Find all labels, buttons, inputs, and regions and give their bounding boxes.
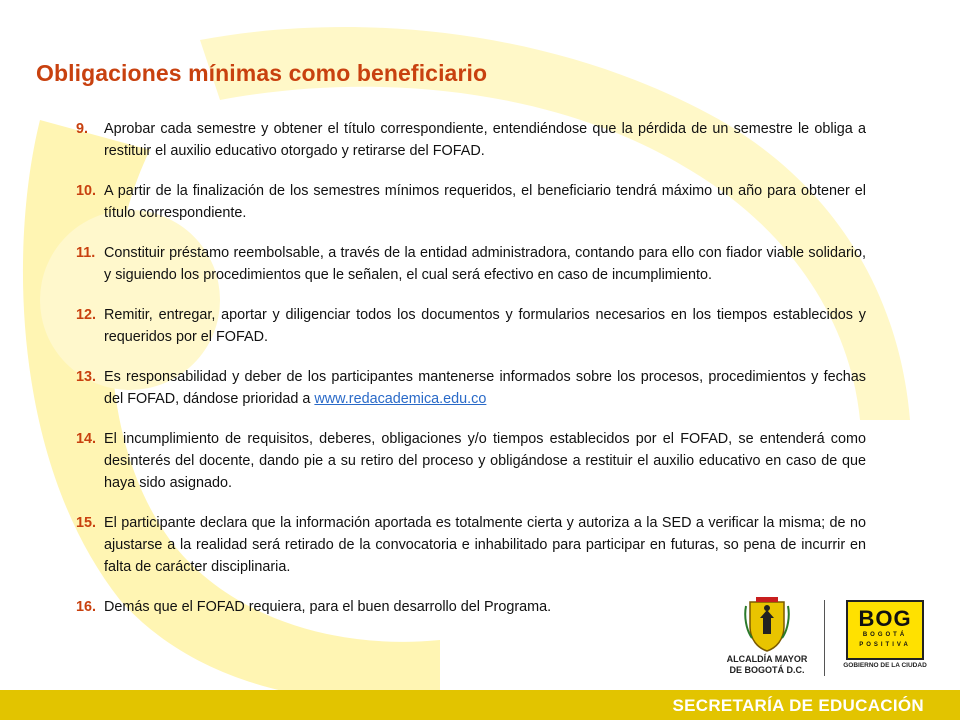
- item-number: 16.: [76, 599, 97, 615]
- item-number: 15.: [76, 515, 97, 531]
- list-item: [76, 428, 866, 494]
- item-number: 11.: [76, 245, 96, 261]
- alcaldia-label-line2: DE BOGOTÁ D.C.: [729, 665, 805, 675]
- item-number: 10.: [76, 183, 97, 199]
- institutional-logos: [712, 596, 952, 680]
- footer-bar: [0, 690, 960, 720]
- item-text: Demás que el FOFAD requiera, para el buen desarrollo del Programa.: [104, 599, 552, 615]
- bog-sub-line1: BOGOTÁ: [862, 632, 908, 638]
- alcaldia-logo: [712, 596, 822, 680]
- list-item: [76, 304, 866, 348]
- list-item: [76, 512, 866, 578]
- bog-mark: BOG: [858, 606, 912, 631]
- coat-of-arms-icon: [742, 596, 792, 652]
- item-text: Es responsabilidad y deber de los participantes mantenerse informados sobre los procesos, procedimientos y fechas del FOFAD, dándose prioridad a: [104, 369, 866, 407]
- item-text: Constituir préstamo reembolsable, a través de la entidad administradora, contando para ello con fiador viable solidario, y siguiendo los procedimientos que le señalen, el cual será efectivo en caso de incumplimiento.: [104, 245, 866, 283]
- page-title: Obligaciones mínimas como beneficiario: [36, 60, 488, 86]
- list-item: [76, 366, 866, 410]
- alcaldia-label-line1: ALCALDÍA MAYOR: [726, 654, 808, 664]
- item-text: Remitir, entregar, aportar y diligenciar todos los documentos y formularios necesarios en los tiempos establecidos y requeridos por el FOFAD.: [104, 307, 866, 345]
- item-text: El participante declara que la información aportada es totalmente cierta y autoriza a la SED a verificar la misma; de no ajustarse a la realidad será retirado de la convocatoria e inhabilitado para participar en futuras, so pena de incurrir en falta de carácter disciplinaria.: [104, 515, 866, 575]
- item-number: 13.: [76, 369, 97, 385]
- bogota-positiva-logo: [846, 600, 924, 660]
- bog-sub-line2: POSITIVA: [859, 642, 911, 648]
- list-item: [76, 118, 866, 162]
- item-text-with-link: [104, 366, 866, 410]
- list-item: [76, 242, 866, 286]
- item-text: A partir de la finalización de los semestres mínimos requeridos, el beneficiario tendrá máximo un año para obtener el título correspondiente.: [104, 183, 866, 221]
- item-number: 9.: [76, 121, 89, 137]
- redacademica-link[interactable]: www.redacademica.edu.co: [314, 391, 487, 407]
- footer-label: SECRETARÍA DE EDUCACIÓN: [672, 696, 924, 715]
- item-number: 14.: [76, 431, 97, 447]
- list-item: [76, 180, 866, 224]
- logo-divider: [824, 600, 825, 676]
- item-text: El incumplimiento de requisitos, deberes, obligaciones y/o tiempos establecidos por el FOFAD, se entenderá como desinterés del docente, dando pie a su retiro del proceso y obligándose a restituir el auxilio educativo en caso de que haya sido asignado.: [104, 431, 866, 491]
- item-text: Aprobar cada semestre y obtener el título correspondiente, entendiéndose que la pérdida de un semestre le obliga a restituir el auxilio educativo otorgado y retirarse del FOFAD.: [104, 121, 866, 159]
- bog-caption: GOBIERNO DE LA CIUDAD: [843, 662, 927, 669]
- item-number: 12.: [76, 307, 97, 323]
- obligations-list: [76, 118, 866, 636]
